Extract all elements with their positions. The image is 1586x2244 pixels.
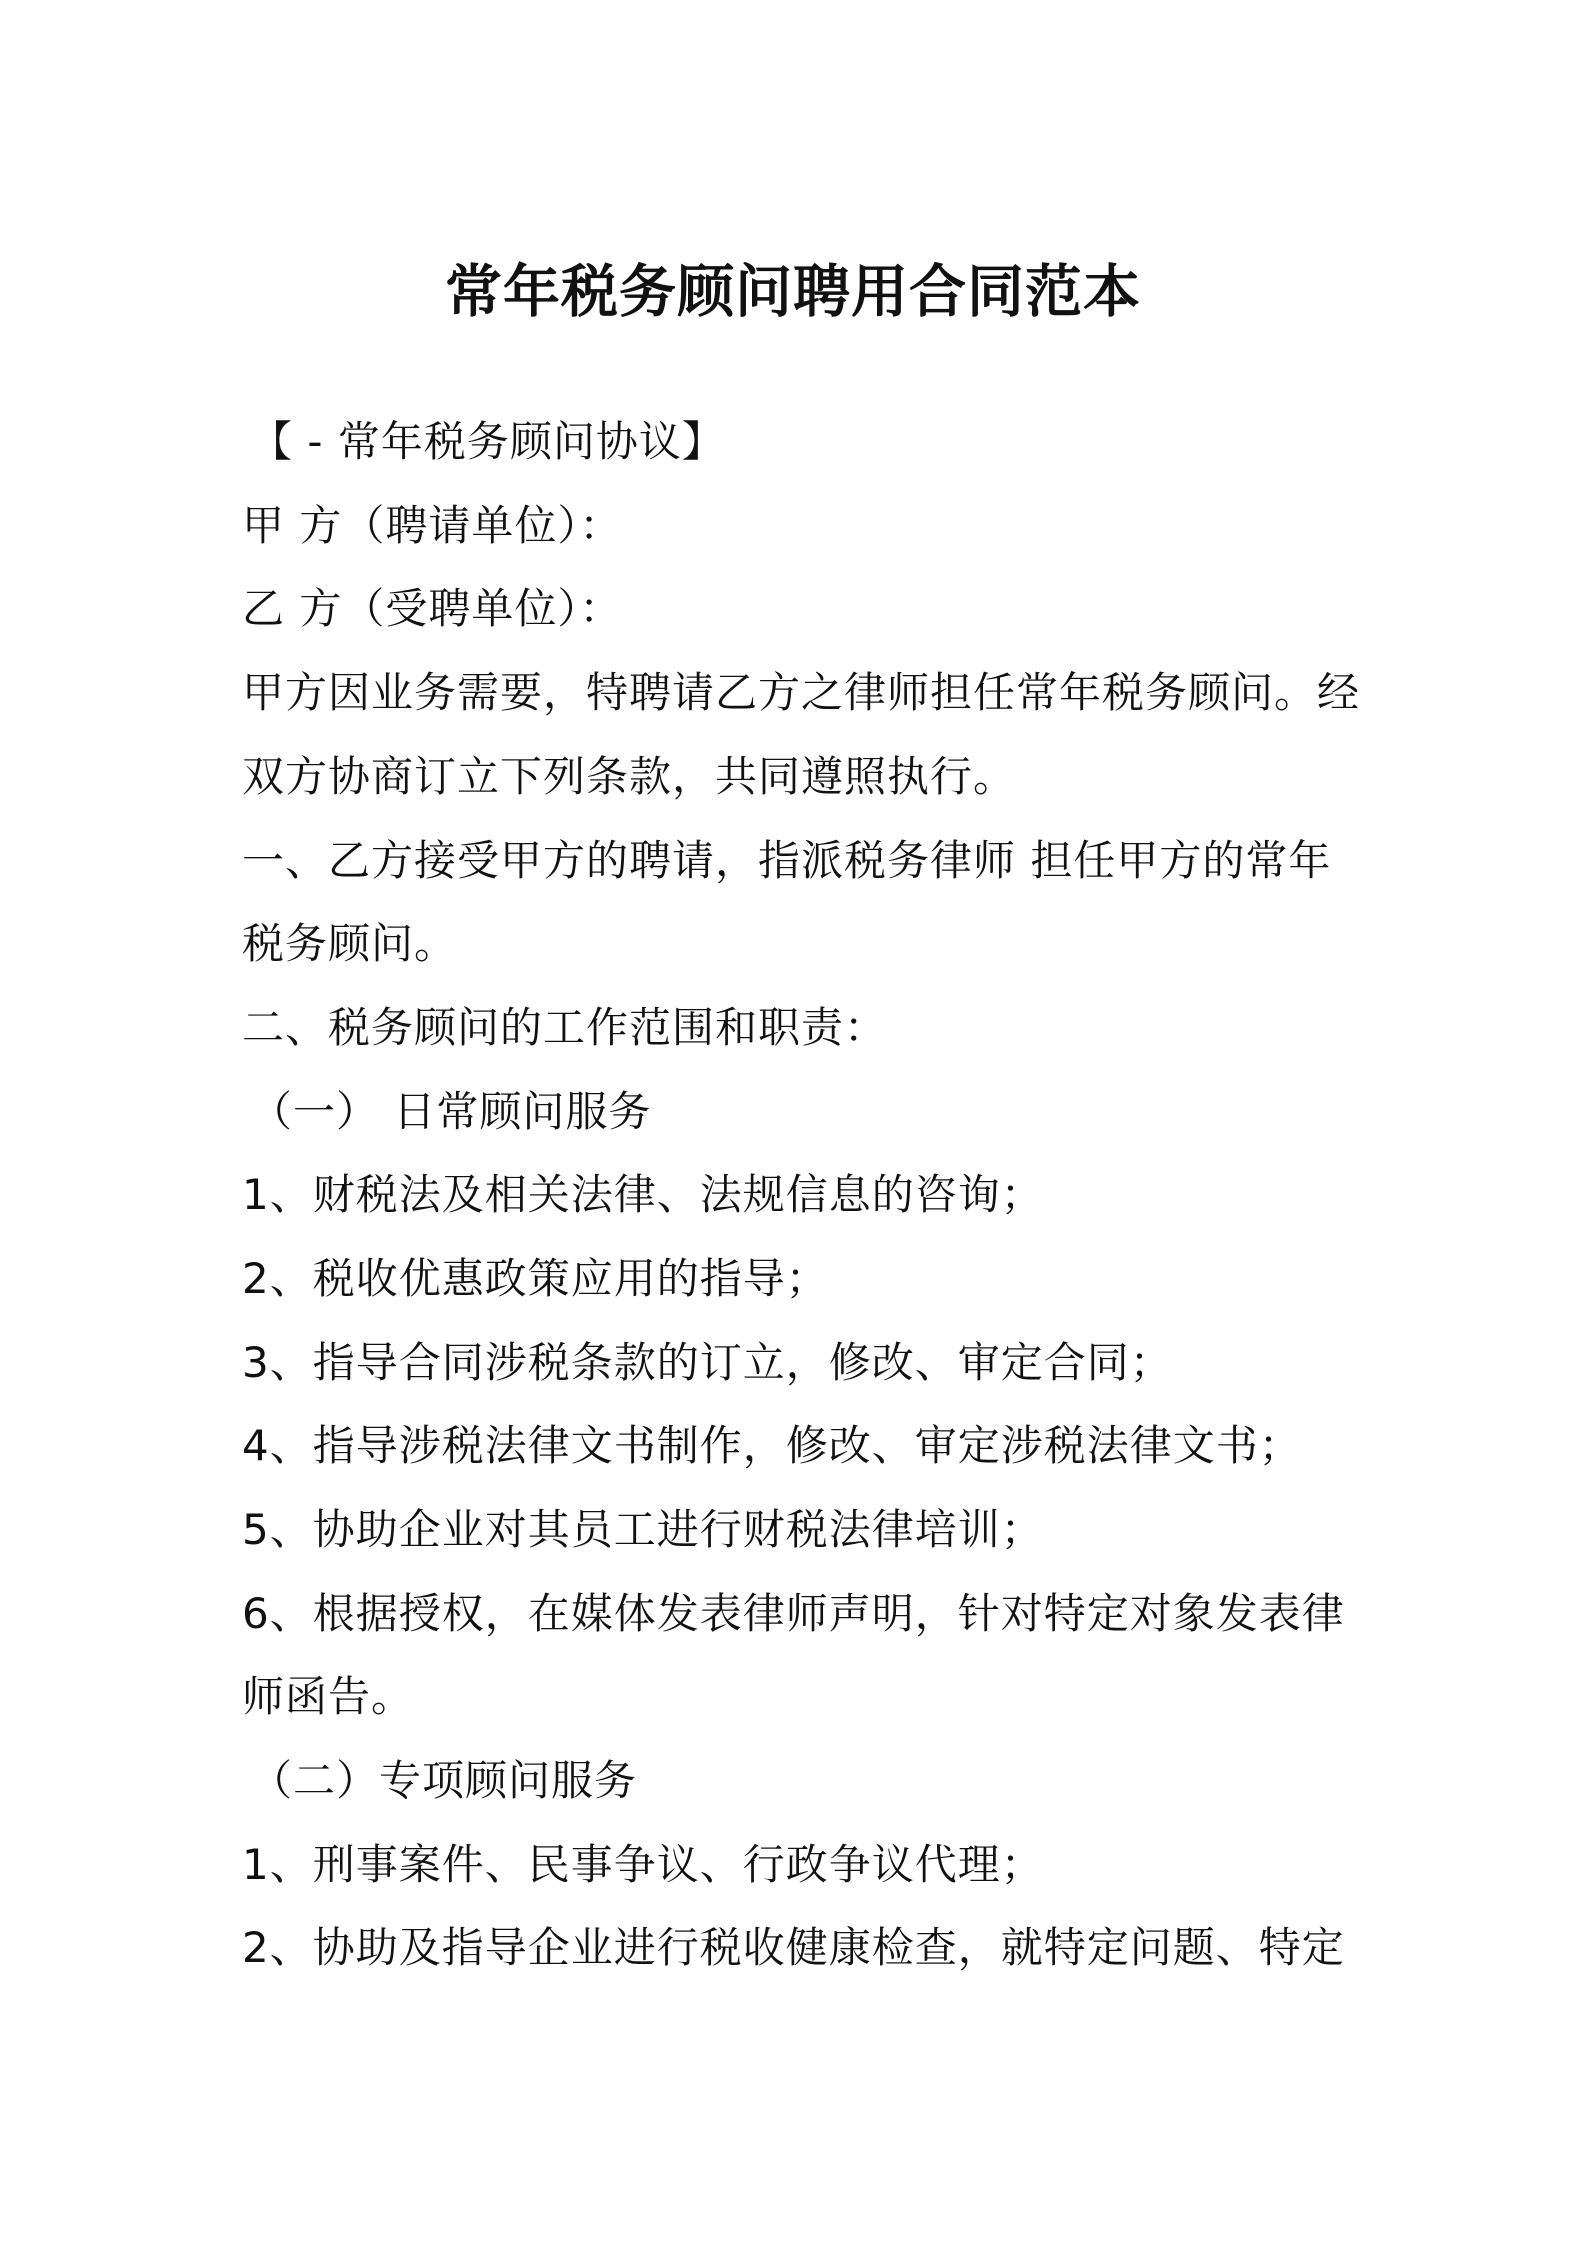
list-item: 4、指导涉税法律文书制作，修改、审定涉税法律文书； bbox=[242, 1421, 1302, 1470]
list-item: 1、刑事案件、民事争议、行政争议代理； bbox=[242, 1840, 1044, 1889]
list-item: 2、协助及指导企业进行税收健康检查，就特定问题、特定 bbox=[242, 1923, 1345, 1972]
agreement-heading: 【 - 常年税务顾问协议】 bbox=[250, 417, 725, 466]
paragraph-line: 甲方因业务需要，特聘请乙方之律师担任常年税务顾问。经 bbox=[242, 668, 1361, 717]
paragraph-line: 双方协商订立下列条款，共同遵照执行。 bbox=[242, 752, 1017, 801]
subsection-heading: （一） 日常顾问服务 bbox=[250, 1087, 652, 1136]
list-item: 师函告。 bbox=[242, 1672, 415, 1721]
list-item: 1、财税法及相关法律、法规信息的咨询； bbox=[242, 1170, 1044, 1219]
document-title: 常年税务顾问聘用合同范本 bbox=[445, 259, 1141, 325]
list-item: 5、协助企业对其员工进行财税法律培训； bbox=[242, 1505, 1044, 1554]
clause-one-line: 税务顾问。 bbox=[242, 919, 458, 968]
clause-one-line: 一、乙方接受甲方的聘请，指派税务律师 担任甲方的常年 bbox=[242, 836, 1332, 885]
party-b-line: 乙 方（受聘单位）： bbox=[242, 584, 623, 633]
list-item: 6、根据授权，在媒体发表律师声明，针对特定对象发表律 bbox=[242, 1589, 1345, 1638]
party-a-line: 甲 方（聘请单位）： bbox=[242, 501, 623, 550]
list-item: 2、税收优惠政策应用的指导； bbox=[242, 1254, 829, 1303]
clause-two-heading: 二、税务顾问的工作范围和职责： bbox=[242, 1003, 888, 1052]
list-item: 3、指导合同涉税条款的订立，修改、审定合同； bbox=[242, 1338, 1173, 1387]
subsection-heading: （二）专项顾问服务 bbox=[250, 1756, 638, 1805]
